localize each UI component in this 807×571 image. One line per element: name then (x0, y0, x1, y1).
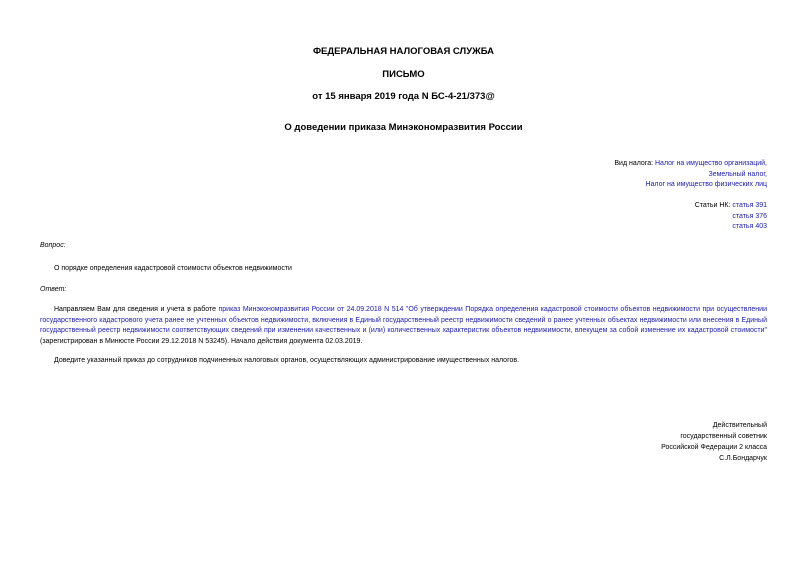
tax-link-organizations[interactable]: Налог на имущество организаций, (655, 160, 767, 167)
answer-label: Ответ: (40, 286, 67, 293)
article-link-403[interactable]: статья 403 (732, 223, 767, 230)
signature-line: Российской Федерации 2 класса (661, 444, 767, 451)
order-link[interactable]: приказ Минэкономразвития России от 24.09.2018 N 514 "Об утверждении Порядка определения кадастровой стоимости объектов недвижимости при осуществлении государственного кадастрового учета ранее не учтенных объектов недвижимости, включения в Единый государственный реестр недвижимости сведений о ранее учтенных объектах недвижимости или внесения в Единый государственный реестр недвижимости соответствующих сведений при изменении качественных и (или) количественных характеристик объектов недвижимости, влекущем за собой изменение их кадастровой стоимости" (40, 306, 767, 334)
document-date-number: от 15 января 2019 года N БС-4-21/373@ (312, 91, 495, 102)
answer-text-registration: (зарегистрирован в Минюсте России 29.12.2018 N 53245). Начало действия документа 02.03.2019. (40, 337, 363, 345)
question-label: Вопрос: (40, 242, 66, 249)
answer-paragraph-1 (40, 305, 767, 347)
tax-link-individuals[interactable]: Налог на имущество физических лиц (645, 181, 767, 188)
tax-type-label: Вид налога: (614, 160, 655, 167)
document-type: ПИСЬМО (382, 69, 425, 80)
signature-block (661, 420, 767, 464)
signature-line: Действительный (712, 422, 767, 429)
document-subject: О доведении приказа Минэкономразвития России (284, 122, 523, 133)
signatory-name: С.Л.Бондарчук (719, 455, 767, 462)
answer-paragraph-2: Доведите указанный приказ до сотрудников подчиненных налоговых органов, осуществляющих администрирование имущественных налогов. (54, 357, 520, 364)
question-text: О порядке определения кадастровой стоимости объектов недвижимости (54, 265, 292, 272)
tax-link-land[interactable]: Земельный налог, (708, 170, 767, 178)
agency-title: ФЕДЕРАЛЬНАЯ НАЛОГОВАЯ СЛУЖБА (312, 46, 495, 57)
article-link-376[interactable]: статья 376 (732, 212, 767, 220)
signature-line: государственный советник (680, 433, 767, 440)
articles-label: Статьи НК: (694, 202, 733, 209)
tax-code-articles (695, 201, 767, 233)
tax-types (614, 159, 767, 191)
article-link-391[interactable]: статья 391 (732, 202, 767, 209)
answer-text-intro: Направляем Вам для сведения и учета в работе (54, 306, 219, 313)
